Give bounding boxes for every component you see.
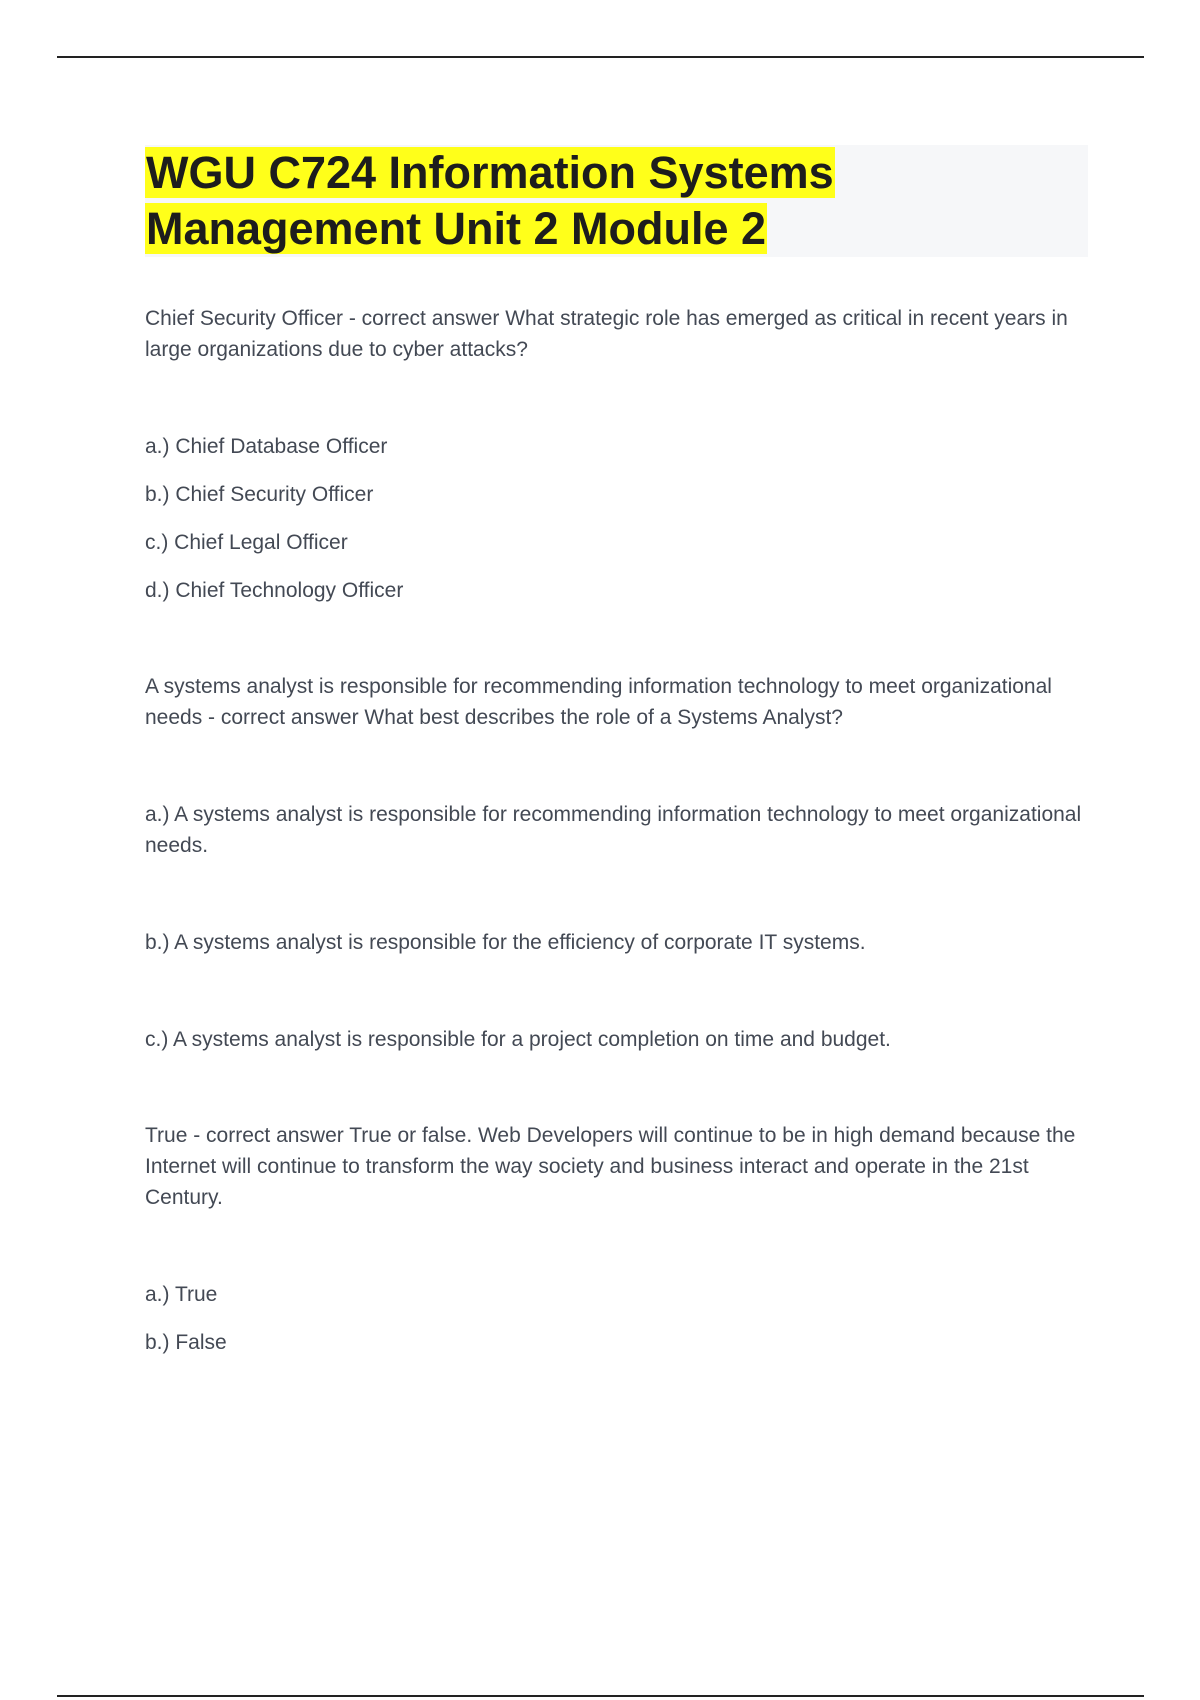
question-1-option-b: b.) Chief Security Officer [145, 483, 374, 506]
question-3-option-a: a.) True [145, 1283, 218, 1306]
title-line-2: Management Unit 2 Module 2 [146, 203, 767, 254]
question-3-option-b: b.) False [145, 1331, 227, 1354]
question-1-option-c: c.) Chief Legal Officer [145, 531, 348, 554]
footer-rule [57, 1695, 1144, 1697]
question-1-option-d: d.) Chief Technology Officer [145, 579, 404, 602]
title-line-1: WGU C724 Information Systems [146, 147, 834, 198]
question-1-option-a: a.) Chief Database Officer [145, 435, 388, 458]
question-2-option-c: c.) A systems analyst is responsible for a project completion on time and budget. [145, 1028, 891, 1051]
header-rule [57, 56, 1144, 58]
document-body [145, 145, 1088, 1354]
question-3-text: True - correct answer True or false. Web Developers will continue to be in high demand because the Internet will continue to transform the way society and business interact and operate in the 21st Century. [145, 1124, 1076, 1209]
question-2-option-a: a.) A systems analyst is responsible for recommending information technology to meet organizational needs. [145, 803, 1082, 857]
question-1-text: Chief Security Officer - correct answer What strategic role has emerged as critical in recent years in large organizations due to cyber attacks? [145, 307, 1068, 361]
title-block [145, 145, 1088, 257]
document-title [145, 145, 1088, 257]
question-2-text: A systems analyst is responsible for recommending information technology to meet organizational needs - correct answer What best describes the role of a Systems Analyst? [145, 675, 1052, 729]
question-2-option-b: b.) A systems analyst is responsible for the efficiency of corporate IT systems. [145, 931, 866, 954]
